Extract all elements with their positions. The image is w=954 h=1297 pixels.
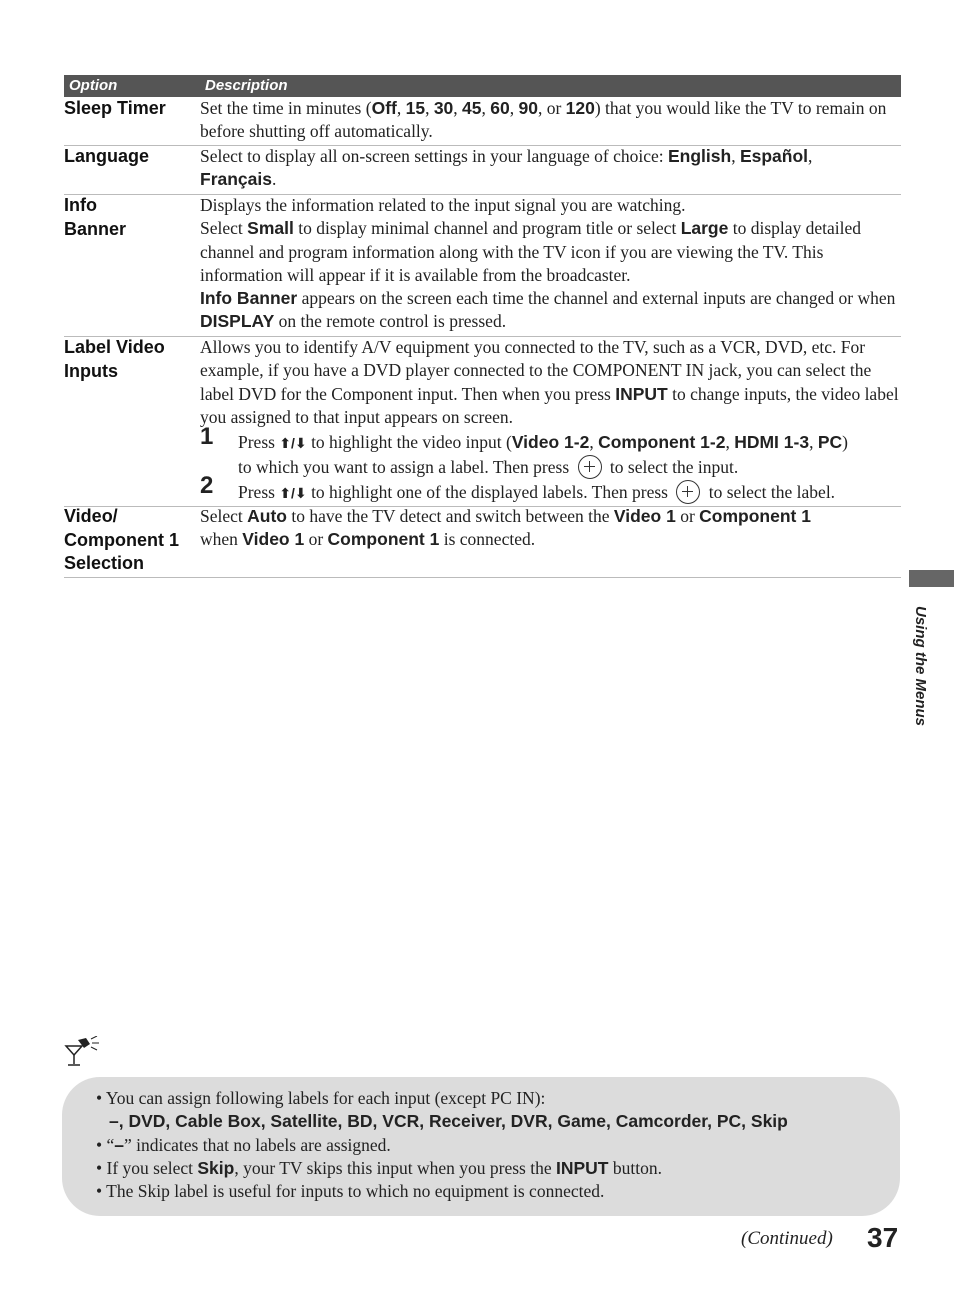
description-column-header: Description (205, 77, 288, 94)
page-number: 37 (867, 1222, 899, 1253)
table-bottom-rule (64, 577, 901, 578)
step-1: 1 Press ⬆/⬇ to highlight the video input (Video 1-2, Component 1-2, HDMI 1-3, PC) to which you want to assign a label. Then press to select the input. (200, 423, 848, 478)
option-label: Language (64, 146, 150, 166)
step-number: 1 (200, 423, 214, 451)
section-side-label: Using the Menus (912, 606, 929, 727)
list-item: • “–” indicates that no labels are assigned. (96, 1134, 391, 1155)
up-down-arrow-icon: ⬆/⬇ (279, 484, 307, 501)
list-item: • The Skip label is useful for inputs to which no equipment is connected. (96, 1181, 605, 1202)
option-description: Set the time in minutes (Off, 15, 30, 45, 60, 90, or 120) that you would like the TV to remain on before shutting off automatically. (200, 98, 887, 142)
notes-box (62, 1077, 900, 1216)
up-down-arrow-icon: ⬆/⬇ (279, 435, 307, 452)
table-header (64, 75, 901, 97)
option-description: Select to display all on-screen settings in your language of choice: English, Español, Français. (200, 146, 813, 190)
select-button-icon (676, 480, 700, 504)
option-label: Label Video Inputs (64, 337, 165, 381)
option-description: Select Auto to have the TV detect and switch between the Video 1 or Component 1 when Video 1 or Component 1 is connected. (200, 506, 811, 550)
hint-icon (64, 1036, 104, 1073)
step-2: 2 Press ⬆/⬇ to highlight one of the displayed labels. Then press to select the label. (200, 471, 836, 502)
option-label: Sleep Timer (64, 98, 166, 118)
list-item: • You can assign following labels for each input (except PC IN): –, DVD, Cable Box, Satellite, BD, VCR, Receiver, DVR, Game, Camcorder, PC, Skip (96, 1088, 788, 1132)
section-tab-marker (909, 570, 954, 587)
option-label: Video/ Component 1 Selection (64, 506, 179, 573)
continued-label: (Continued) (741, 1228, 833, 1249)
option-label: Info Banner (64, 195, 127, 239)
option-column-header: Option (69, 77, 118, 94)
option-description: Displays the information related to the input signal you are watching. Select Small to display minimal channel and program title or select Large to display detailed channel and program information along with the TV icon if you are viewing the TV. This information will appear if it is available from the broadcaster. Info Banner appears on the screen each time the channel and external inputs are changed or when DISPLAY on the remote control is pressed. (200, 195, 896, 332)
select-button-icon (578, 455, 602, 479)
notes-list (96, 1087, 886, 1203)
step-number: 2 (200, 471, 214, 499)
list-item: • If you select Skip, your TV skips this input when you press the INPUT button. (96, 1157, 662, 1178)
option-description: Allows you to identify A/V equipment you connected to the TV, such as a VCR, DVD, etc. For example, if you have a DVD player connected to the COMPONENT IN jack, you can select the label DVD for the Component input. Then when you press INPUT to change inputs, the video label you assigned to that input appears on screen. 1 Press ⬆/⬇ to highlight the video input (Video 1-2, Component 1-2, HDMI 1-3, PC) to which you want to assign a label. Then press to select the input. 2 Press ⬆/⬇ to highlight one of the displayed labels. Then press to select the label. (200, 336, 903, 505)
